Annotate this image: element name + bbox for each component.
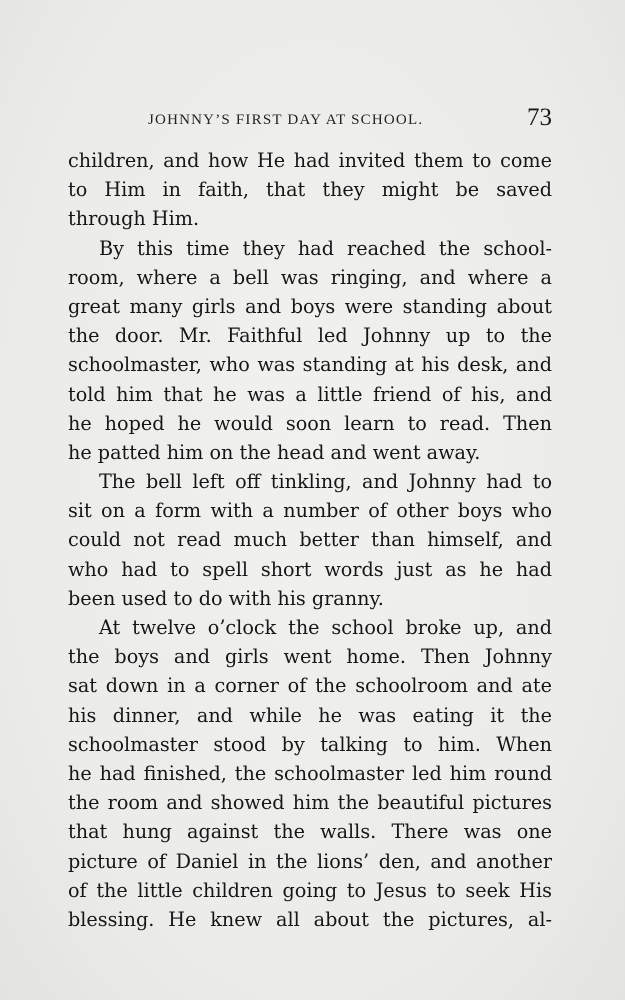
- text-line: schoolmaster stood by talking to him. When: [68, 732, 552, 756]
- text-line: the boys and girls went home. Then Johnny: [68, 645, 552, 669]
- text-line: great many girls and boys were standing about: [68, 294, 552, 318]
- body-text: [68, 146, 552, 934]
- text-line: room, where a bell was ringing, and where a: [68, 265, 552, 289]
- paragraph: [68, 467, 552, 613]
- text-line: that hung against the walls. There was one: [68, 820, 552, 844]
- text-line: the room and showed him the beautiful pictures: [68, 791, 552, 815]
- text-line: the door. Mr. Faithful led Johnny up to the: [68, 324, 552, 348]
- text-line: he had finished, the schoolmaster led him round: [68, 761, 552, 785]
- text-line: blessing. He knew all about the pictures, al-: [68, 907, 552, 931]
- paragraph: [68, 613, 552, 934]
- text-line: been used to do with his granny.: [68, 586, 384, 610]
- text-line: his dinner, and while he was eating it the: [68, 703, 552, 727]
- paragraph: [68, 146, 552, 234]
- page-number: 73: [527, 104, 552, 131]
- text-line: who had to spell short words just as he had: [68, 557, 552, 581]
- text-line: to Him in faith, that they might be saved: [68, 178, 552, 202]
- text-line: told him that he was a little friend of his, and: [68, 382, 552, 406]
- text-line: through Him.: [68, 207, 200, 231]
- text-line: sit on a form with a number of other boys who: [68, 499, 552, 523]
- text-line: sat down in a corner of the schoolroom and ate: [68, 674, 552, 698]
- text-line: could not read much better than himself, and: [68, 528, 552, 552]
- text-line: he patted him on the head and went away.: [68, 440, 481, 464]
- running-title: JOHNNY’S FIRST DAY AT SCHOOL.: [148, 112, 424, 128]
- text-line: schoolmaster, who was standing at his desk, and: [68, 353, 552, 377]
- text-line: The bell left off tinkling, and Johnny had to: [99, 470, 552, 494]
- running-head: [68, 104, 552, 134]
- text-line: At twelve o’clock the school broke up, and: [99, 616, 552, 639]
- text-line: picture of Daniel in the lions’ den, and another: [68, 849, 552, 873]
- text-line: he hoped he would soon learn to read. Then: [68, 411, 552, 435]
- text-line: By this time they had reached the school-: [99, 236, 552, 260]
- text-line: children, and how He had invited them to come: [68, 149, 552, 172]
- paragraph: [68, 234, 552, 468]
- text-line: of the little children going to Jesus to seek His: [68, 878, 552, 902]
